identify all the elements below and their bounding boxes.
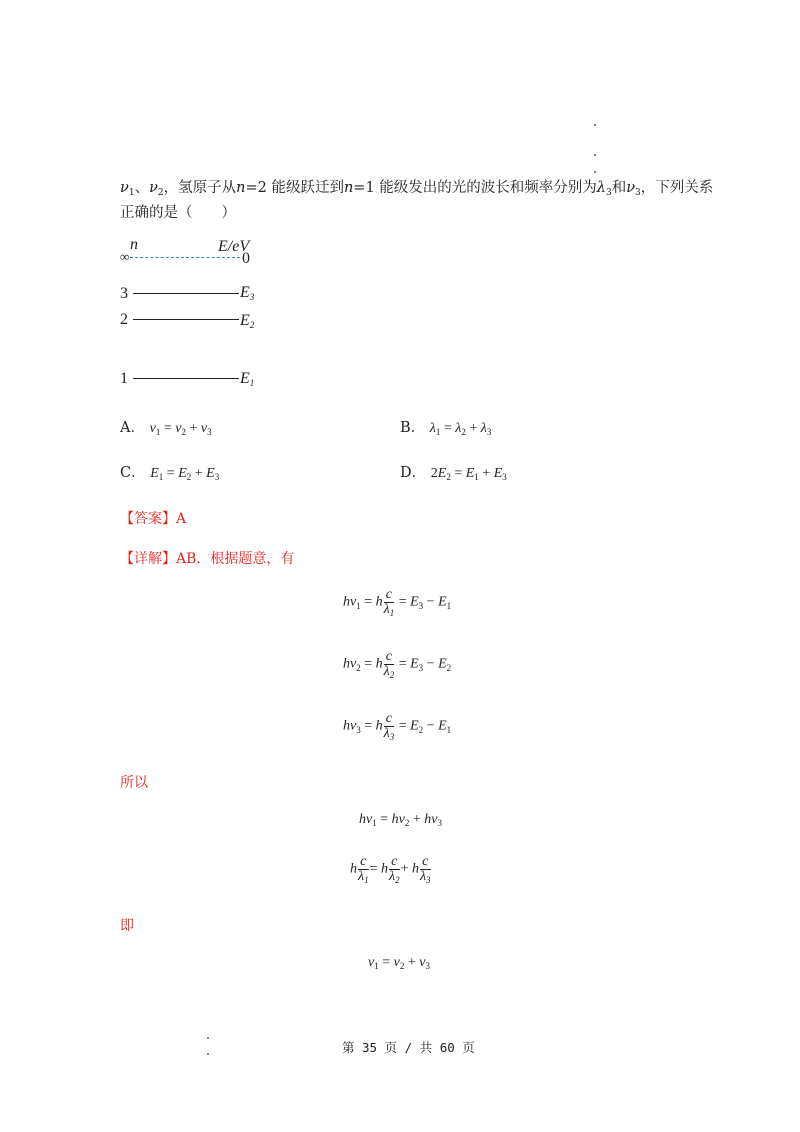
question-line-2: 正确的是（ ） [120,205,236,221]
decor-dot [207,1053,209,1055]
level-1-line [133,378,239,379]
answer-label: 【答案】 [120,511,176,527]
axis-E-label: E/eV [218,238,250,255]
ie-label: 即 [120,918,134,934]
equation-5: h $\frac{c}{\lambda_1}$ = h $\frac{c}{\lambda_2}$ + h $\frac{c}{\lambda_3}$ [350,854,431,885]
equation-4: $h\nu_1 = h\nu_2 + h\nu_3$ [359,812,442,828]
option-a[interactable]: A． $\nu_1 = \nu_2 + \nu_3$ [120,420,212,437]
option-d[interactable]: D． $2E_2 = E_1 + E_3$ [400,465,507,482]
level-3-energy: E3 [240,284,255,302]
infinity-label: ∞ [120,249,130,264]
answer-value: A [176,511,187,527]
infinity-level-line [130,257,240,258]
level-2-energy: E2 [240,312,255,330]
level-2-n: 2 [120,311,128,328]
level-3-n: 3 [120,285,128,302]
explain-label: 【详解】 [120,551,176,567]
level-1-n: 1 [120,370,128,387]
equation-2: $h\nu_2 = h$ $\frac{c}{\lambda_2}$ = $E_3 - E_2$ [343,649,452,680]
decor-dot [594,154,596,156]
equation-1: $h\nu_1 = h$ $\frac{c}{\lambda_1}$ = $E_3 - E_1$ [343,587,452,618]
answer-line [120,508,186,528]
level-1-energy: E1 [240,370,255,388]
equation-6: $\nu_1 = \nu_2 + \nu_3$ [368,955,430,971]
page-footer: 第 35 页 / 共 60 页 [342,1040,475,1055]
decor-dot [594,171,596,173]
level-2-line [133,319,239,320]
decor-dot [594,124,596,126]
equation-3: $h\nu_3 = h$ $\frac{c}{\lambda_3}$ = $E_2 - E_1$ [343,711,452,742]
level-3-line [133,293,239,294]
option-b[interactable]: B． $\lambda_1 = \lambda_2 + \lambda_3$ [400,420,492,437]
explain-line [120,548,294,568]
explain-text: AB．根据题意，有 [176,551,295,567]
question-line-1: $\nu_1$、$\nu_2$，氢原子从n=2 能级跃迁到n=1 能级发出的光的波长和频率分别为$\lambda_3$和$\nu_3$，下列关系 [120,180,714,198]
axis-n-label: n [130,236,138,253]
decor-dot [207,1037,209,1039]
so-label: 所以 [120,775,148,791]
zero-energy-label: 0 [242,250,250,267]
option-c[interactable]: C． $E_1 = E_2 + E_3$ [120,465,220,482]
